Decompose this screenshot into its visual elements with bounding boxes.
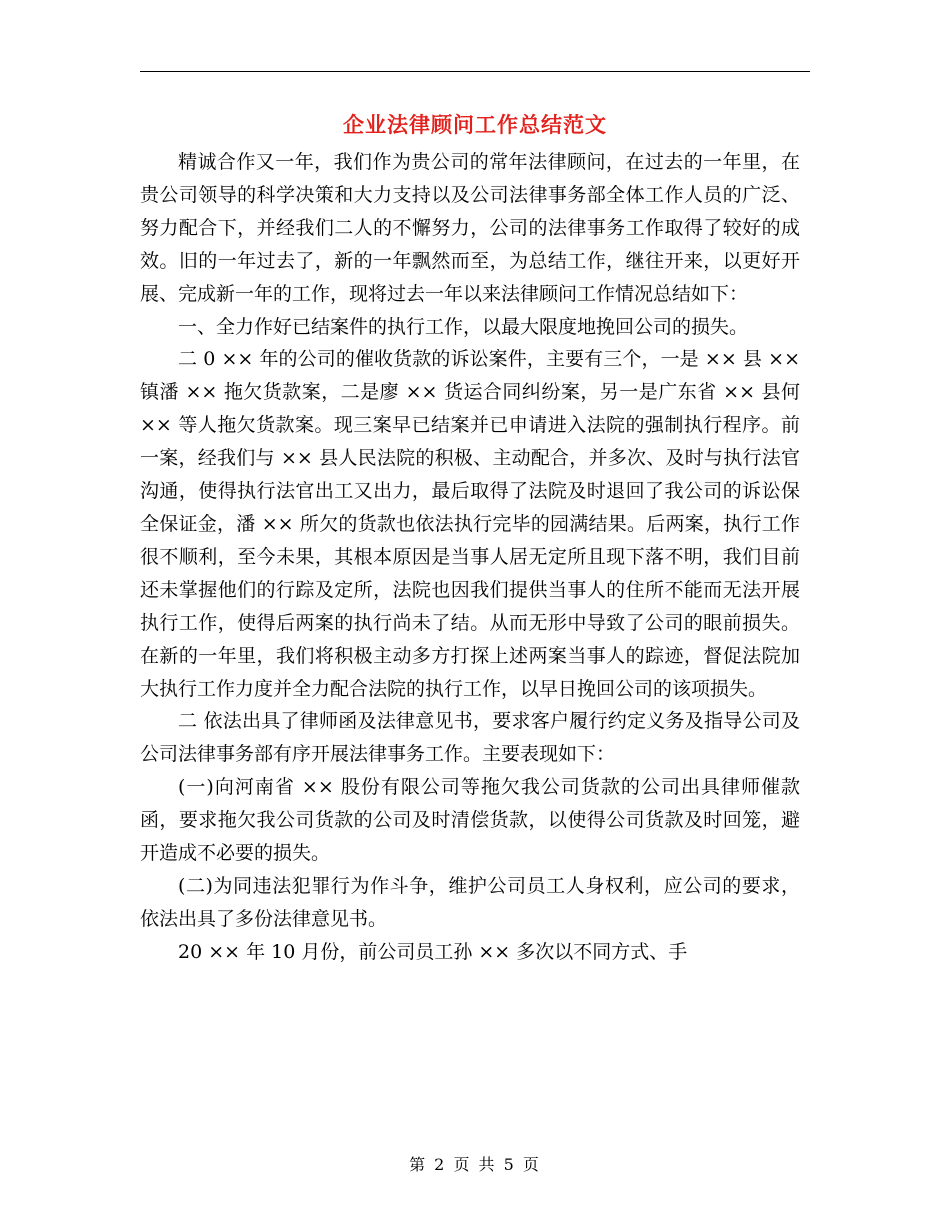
paragraph-intro: 精诚合作又一年，我们作为贵公司的常年法律顾问，在过去的一年里，在贵公司领导的科学决策和大力支持以及公司法律事务部全体工作人员的广泛、努力配合下，并经我们二人的不懈努力，公司的法律事务工作取得了较好的成效。旧的一年过去了，新的一年飘然而至，为总结工作，继往开来，以更好开展、完成新一年的工作，现将过去一年以来法律顾问工作情况总结如下： [140,151,800,305]
paragraph-item-2: (二)为同违法犯罪行为作斗争，维护公司员工人身权利，应公司的要求，依法出具了多份法律意见书。 [140,874,800,930]
paragraph-continued: 20 ×× 年 10 月份，前公司员工孙 ×× 多次以不同方式、手 [178,940,688,963]
page-number-footer: 第 2 页 共 5 页 [409,1155,541,1174]
paragraph-item-1: (一)向河南省 ×× 股份有限公司等拖欠我公司货款的公司出具律师催款函，要求拖欠我公司货款的公司及时清偿货款，以使得公司货款及时回笼，避开造成不必要的损失。 [140,776,800,865]
paragraph-section-1-body: 二 0 ×× 年的公司的催收货款的诉讼案件，主要有三个，一是 ×× 县 ×× 镇潘 ×× 拖欠货款案，二是廖 ×× 货运合同纠纷案，另一是广东省 ×× 县何 ×× 等人拖欠货款案。现三案早已结案并已申请进入法院的强制执行程序。前一案，经我们与 ×× 县人民法院的积极、主动配合，并多次、及时与执行法官沟通，使得执行法官出工又出力，最后取得了法院及时退回了我公司的诉讼保全保证金，潘 ×× 所欠的货款也依法执行完毕的园满结果。后两案，执行工作很不顺利，至今未果，其根本原因是当事人居无定所且现下落不明，我们目前还未掌握他们的行踪及定所，法院也因我们提供当事人的住所不能而无法开展执行工作，使得后两案的执行尚未了结。从而无形中导致了公司的眼前损失。在新的一年里，我们将积极主动多方打探上述两案当事人的踪迹，督促法院加大执行工作力度并全力配合法院的执行工作，以早日挽回公司的该项损失。 [140,348,800,700]
document-body [140,146,800,969]
paragraph-section-1-heading: 一、全力作好已结案件的执行工作，以最大限度地挽回公司的损失。 [178,315,749,338]
paragraph-section-2-heading: 二 依法出具了律师函及法律意见书，要求客户履行约定义务及指导公司及公司法律事务部有序开展法律事务工作。主要表现如下： [140,710,800,766]
document-title: 企业法律顾问工作总结范文 [343,112,607,137]
header-rule [140,71,810,72]
